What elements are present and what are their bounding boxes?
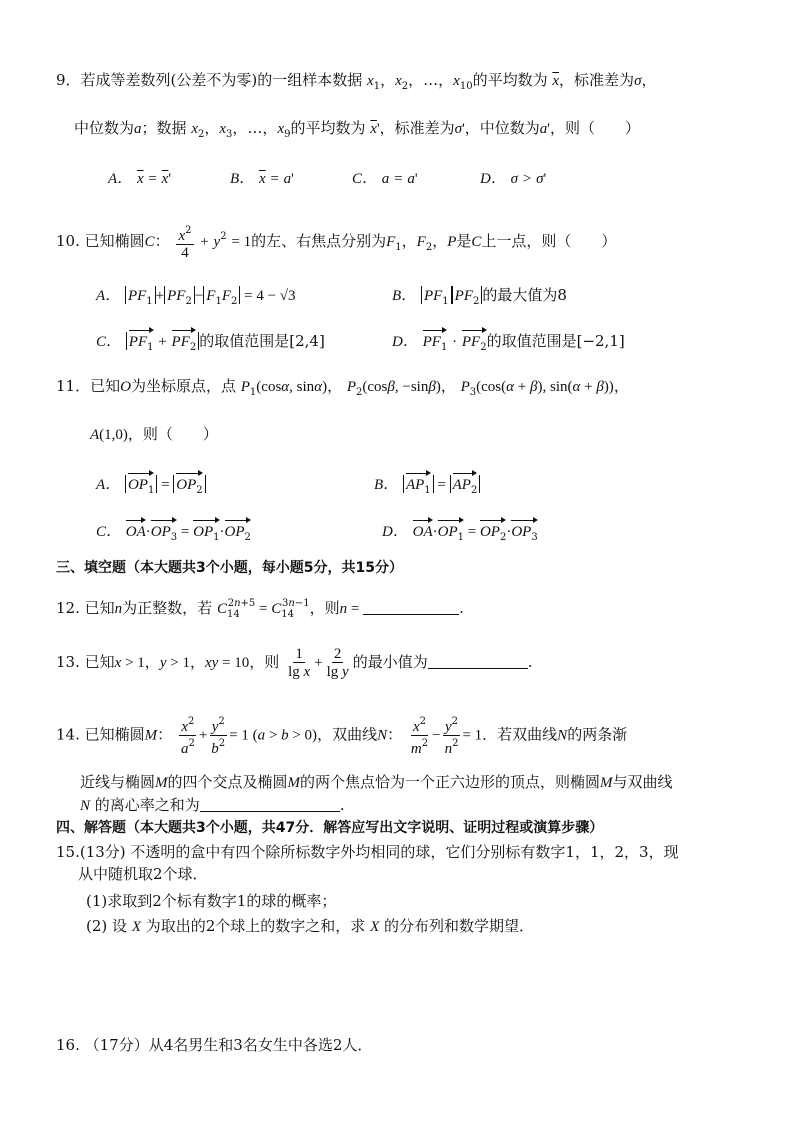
q15-line2: 从中随机取2个球． [78, 865, 208, 883]
q15-part1: (1)求取到2个标有数字1的球的概率； [86, 892, 337, 910]
q11-option-c: C． $OA\cdot OP_3 = OP_1\cdot OP_2$ [96, 521, 251, 548]
q14-answer-blank[interactable] [200, 797, 340, 812]
q9-option-b: B． $\overline{x} = a'$ [230, 171, 294, 187]
q9-line2: 中位数为a；数据 $x_2$，$x_3$，…，$x_9$的平均数为 $\overline{x}'$，标准差为σ'，中位数为a'，则（ ） [74, 119, 641, 140]
q14-line3: N 的离心率之和为 . [80, 796, 345, 814]
q13-answer-blank[interactable] [428, 654, 528, 669]
q14-line1: 14. 已知椭圆M： $\frac{x^2}{a^2}$ + $\frac{y^2}{b^2}$ = 1 (a > b > 0)，双曲线N： $\frac{x^2}{m^2}$ − $\frac{y^2}{n^2}$ = 1．若双曲线N的两条渐 [56, 716, 628, 757]
q13: 13. 已知x > 1，y > 1，xy = 10，则 $\frac{1}{\text{lg x}}$ + $\frac{2}{\text{lg y}}$ 的最小值为 . [56, 646, 533, 680]
q12-answer-blank[interactable] [363, 600, 459, 615]
q9-option-c: C． a = a' [352, 171, 418, 187]
q9-option-a: A． $\overline{x} = \overline{x}'$ [108, 171, 172, 187]
q15-line1: 15.(13分) 不透明的盒中有四个除所标数字外均相同的球，它们分别标有数字1，1，2，3，现 [56, 843, 679, 861]
q15-part2: (2) 设 X 为取出的2个球上的数字之和，求 X 的分布列和数学期望． [86, 917, 535, 935]
q11-line1: 11．已知O为坐标原点，点 $P_1(\cos\alpha$, sinα)， $P_2(\cos\beta$, −sinβ)， $P_3(\cos(\alpha + \beta)$, sin(α + β))， [56, 377, 629, 398]
q11-option-d: D． $OA\cdot OP_1 = OP_2\cdot OP_3$ [382, 521, 538, 548]
q10-stem: 10. 已知椭圆C： $\frac{x^2}{4}$ + $y^2 = 1$的左、右焦点分别为$F_1$，$F_2$，P是C上一点，则（ ） [56, 225, 617, 261]
section-4-heading: 四、解答题（本大题共3个小题，共47分．解答应写出文字说明、证明过程或演算步骤） [56, 820, 604, 836]
q14-line2: 近线与椭圆M的四个交点及椭圆M的两个焦点恰为一个正六边形的顶点，则椭圆M与双曲线 [80, 773, 673, 791]
section-3-heading: 三、填空题（本大题共3个小题，每小题5分，共15分） [56, 560, 403, 576]
q10-option-b: B． $PF_1$ $PF_2$ 的最大值为8 [392, 286, 567, 307]
q10-option-d: D． $PF_1 \cdot PF_2$的取值范围是[−2,1] [392, 331, 625, 358]
q11-option-b: B． $AP_1 = AP_2$ [374, 474, 480, 501]
q12: 12. 已知n为正整数，若 $C_{14}^{2n+5} = C_{14}^{3n-1}$，则n = . [56, 598, 464, 620]
q9-option-d: D． σ > σ' [480, 171, 547, 187]
q11-line2: A(1,0)，则（ ） [90, 425, 218, 443]
q10-option-c: C． $PF_1 + PF_2$ 的取值范围是[2,4] [96, 331, 325, 358]
q9-line1: 9．若成等差数列(公差不为零)的一组样本数据 $x_1$，$x_2$，…，$x_{10}$的平均数为 $\overline{x}$，标准差为σ， [56, 71, 657, 92]
q11-option-a: A． $OP_1 = OP_2$ [96, 474, 206, 501]
q16: 16. （17分）从4名男生和3名女生中各选2人． [56, 1036, 373, 1054]
q10-option-a: A． $PF_1 + PF_2 - F_1F_2 = 4 - √3$ [96, 288, 296, 307]
